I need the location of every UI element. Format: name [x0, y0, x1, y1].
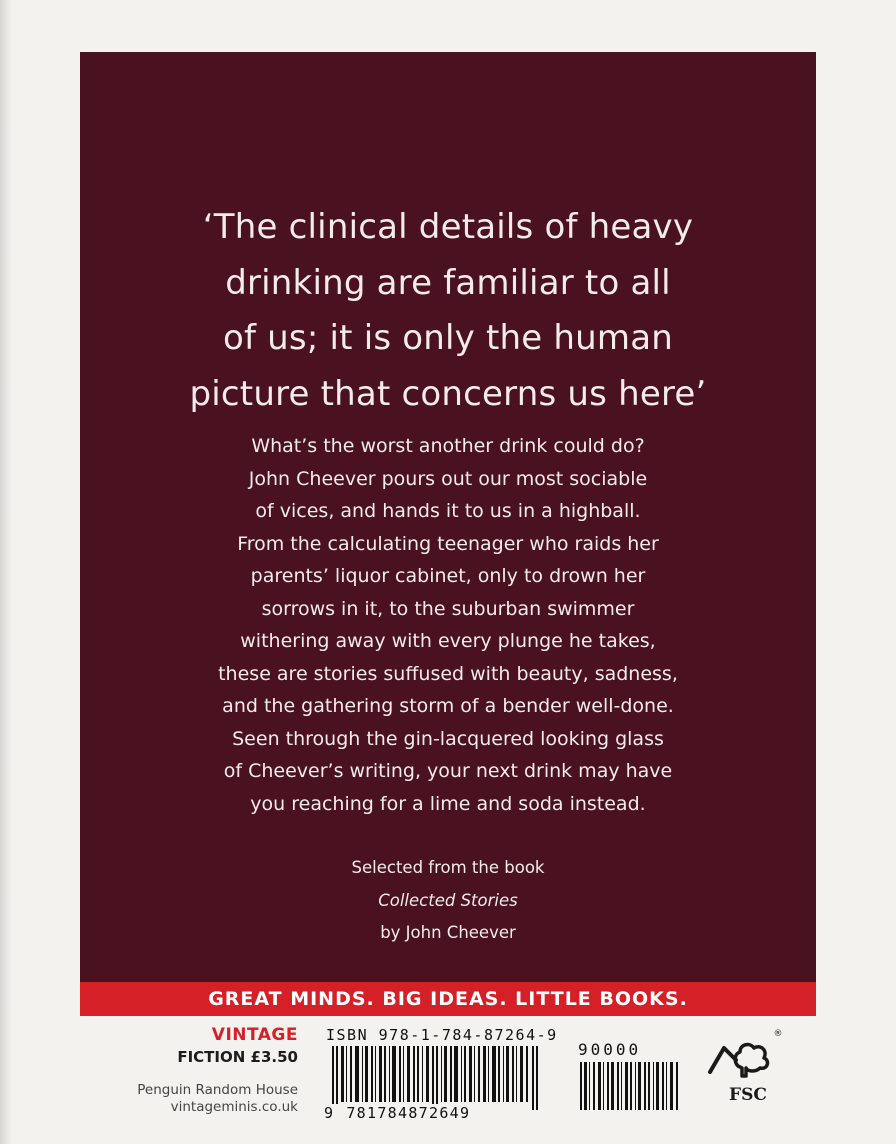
cover-edge-shadow: [0, 0, 12, 1144]
description-line: parents’ liquor cabinet, only to drown her: [250, 565, 646, 587]
isbn-label: ISBN 978-1-784-87264-9: [326, 1026, 558, 1044]
category-price: [88, 1046, 298, 1068]
category-label: FICTION: [177, 1048, 246, 1066]
quote-line: drinking are familiar to all: [225, 262, 671, 303]
ean-digits: [322, 1104, 472, 1122]
imprint-info: [88, 1024, 298, 1116]
ean-barcode: [322, 1046, 562, 1110]
ean-first-digit: 9: [324, 1104, 335, 1122]
description-line: From the calculating teenager who raids her: [237, 532, 659, 555]
description-line: sorrows in it, to the suburban swimmer: [261, 597, 635, 620]
price-label: £3.50: [250, 1048, 298, 1066]
description-line: withering away with every plunge he takes,: [240, 630, 656, 652]
publisher-block: [88, 1082, 298, 1116]
blurb-panel: [80, 52, 816, 982]
description-line: you reaching for a lime and soda instead.: [250, 792, 646, 815]
publisher-name: Penguin Random House: [137, 1082, 298, 1098]
description-line: of vices, and hands it to us in a highball.: [255, 500, 641, 522]
quote-line: of us; it is only the human: [223, 318, 673, 358]
description-line: of Cheever’s writing, your next drink may have: [223, 760, 673, 782]
source-credit: [80, 852, 816, 950]
book-description: [80, 430, 816, 820]
series-tagline-banner: GREAT MINDS. BIG IDEAS. LITTLE BOOKS.: [80, 982, 816, 1016]
quote-line: ‘The clinical details of heavy: [202, 207, 694, 247]
fsc-logo: [700, 1026, 784, 1106]
quote-line: picture that concerns us here’: [189, 373, 707, 414]
fsc-label: FSC: [729, 1085, 767, 1105]
barcode-price-code: 90000: [578, 1040, 642, 1059]
credit-selected-from: Selected from the book: [351, 858, 545, 877]
fsc-registered-mark: ®: [773, 1029, 783, 1039]
credit-book-title: Collected Stories: [378, 890, 518, 910]
pull-quote: [80, 200, 816, 422]
description-line: these are stories suffused with beauty, sadness,: [218, 662, 678, 685]
ean-main-digits: 781784872649: [346, 1104, 471, 1122]
description-line: John Cheever pours out our most sociable: [248, 467, 648, 490]
description-line: What’s the worst another drink could do?: [251, 435, 645, 457]
publisher-website: vintageminis.co.uk: [170, 1099, 298, 1115]
description-line: and the gathering storm of a bender well-done.: [222, 695, 674, 717]
credit-author: by John Cheever: [380, 923, 516, 942]
description-line: Seen through the gin-lacquered looking glass: [232, 727, 664, 750]
addon-barcode: [578, 1062, 682, 1110]
imprint-name: VINTAGE: [211, 1025, 298, 1045]
